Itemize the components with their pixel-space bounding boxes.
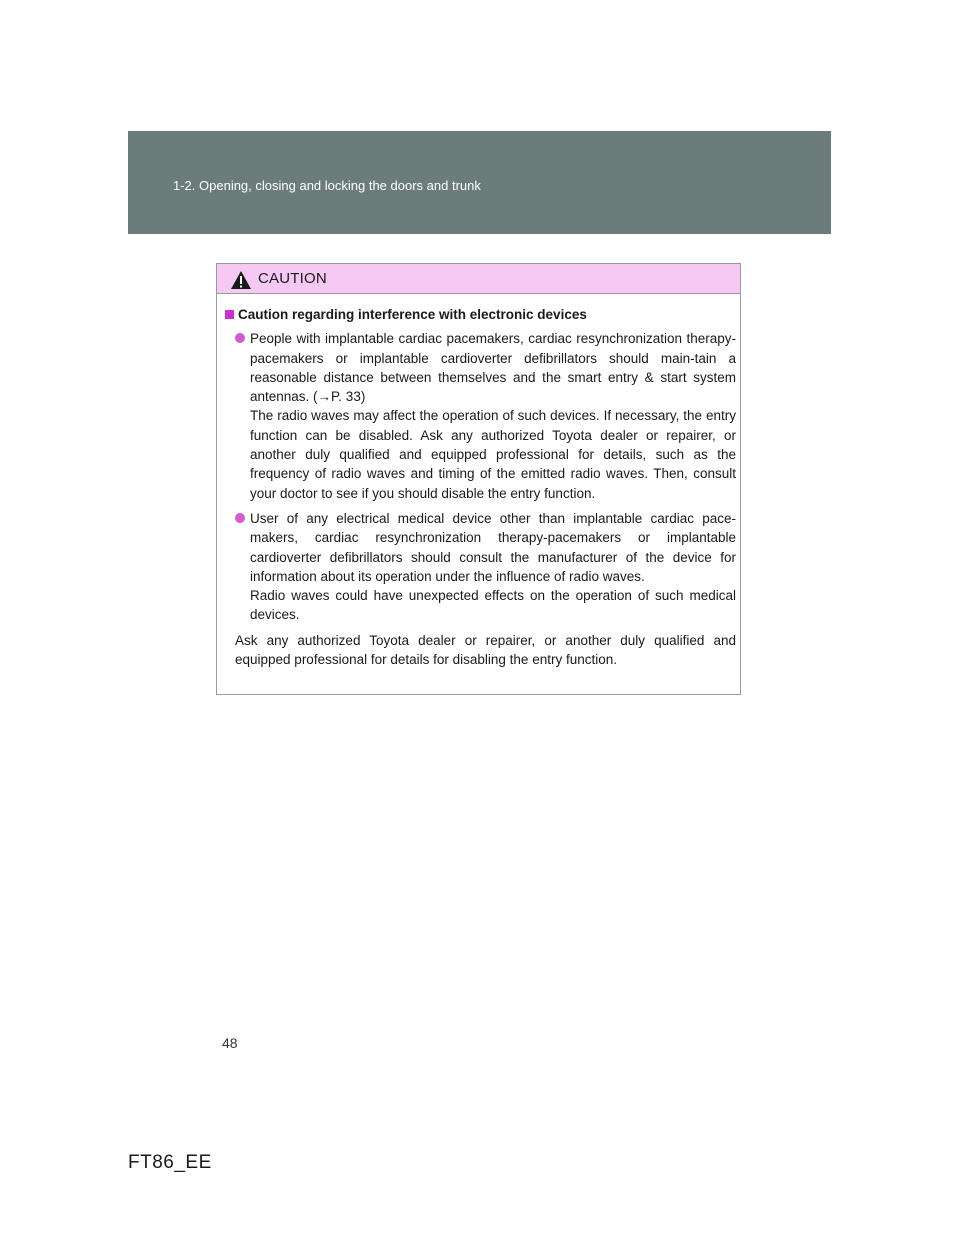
section-title: 1-2. Opening, closing and locking the doors and trunk <box>173 178 481 193</box>
page-number: 48 <box>222 1035 238 1051</box>
square-bullet-icon <box>225 310 234 319</box>
caution-heading-text: Caution regarding interference with electronic devices <box>238 307 587 322</box>
bullet-item <box>225 329 736 503</box>
footer-code: FT86_EE <box>128 1152 212 1173</box>
warning-triangle-icon <box>230 270 252 290</box>
section-header-band <box>128 131 831 234</box>
dot-bullet-icon <box>235 513 245 523</box>
caution-label: CAUTION <box>258 270 327 287</box>
bullet-paragraph: People with implantable cardiac pacemakers, cardiac resynchronization therapy-pacemakers or implantable cardioverter defibrillators should main-tain a reasonable distance between themselves and the smart entry & start system antennas. (→P. 33) <box>250 331 736 405</box>
bullet-paragraph: The radio waves may affect the operation of such devices. If necessary, the entry function can be disabled. Ask any authorized Toyota dealer or repairer, or another duly qualified and equipped professional for details, such as the frequency of radio waves and timing of the emitted radio waves. Then, consult your doctor to see if you should disable the entry function. <box>250 408 736 501</box>
bullet-text <box>250 509 736 625</box>
bullet-item <box>225 509 736 625</box>
closing-paragraph: Ask any authorized Toyota dealer or repairer, or another duly qualified and equipped professional for details for disabling the entry function. <box>235 632 736 668</box>
bullet-paragraph: Radio waves could have unexpected effects on the operation of such medical devices. <box>250 588 736 623</box>
caution-heading <box>225 305 736 324</box>
dot-bullet-icon <box>235 333 245 343</box>
bullet-text <box>250 329 736 503</box>
bullet-paragraph: User of any electrical medical device other than implantable cardiac pace-makers, cardiac resynchronization therapy-pacemakers or implantable cardioverter defibrillators should consult the manufacturer of the device for information about its operation under the influence of radio waves. <box>250 510 736 584</box>
caution-box <box>216 263 741 695</box>
caution-header <box>217 264 740 294</box>
caution-body <box>217 294 740 669</box>
